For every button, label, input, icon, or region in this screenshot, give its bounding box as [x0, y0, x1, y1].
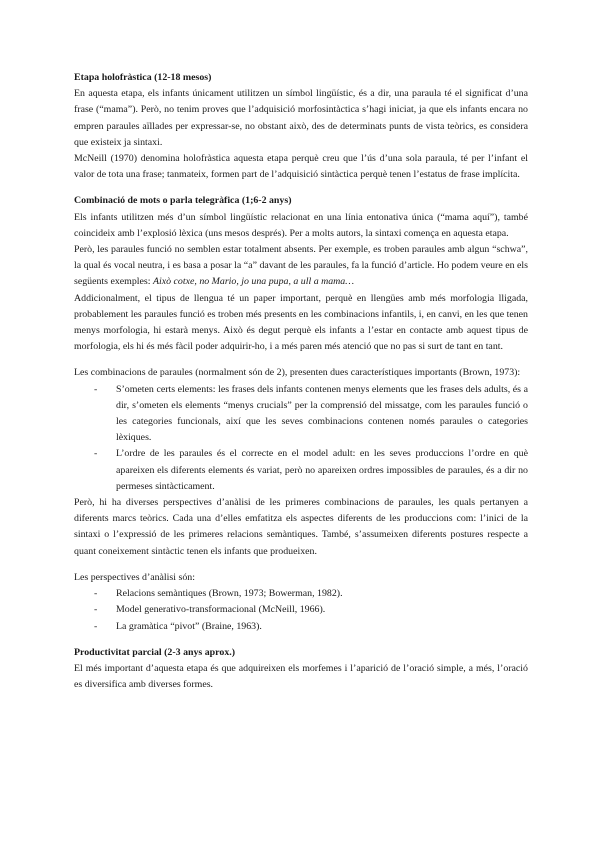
dash-bullet: - — [94, 383, 98, 395]
paragraph-with-examples — [74, 242, 528, 291]
list-item-text: Relacions semàntiques (Brown, 1973; Bowerman, 1982). — [116, 588, 343, 600]
section-heading-telegraphic: Combinació de mots o parla telegràfica (1;6-2 anys) — [74, 195, 292, 207]
characteristics-list — [74, 382, 528, 495]
dash-bullet: - — [94, 620, 98, 632]
list-item-text: La gramàtica “pivot” (Braine, 1963). — [116, 620, 262, 632]
paragraph: Les combinacions de paraules (normalment són de 2), presenten dues característiques importants (Brown, 1973): — [74, 367, 521, 379]
paragraph: Addicionalment, el tipus de llengua té un paper important, perquè en llengües amb més morfologia lligada, probablement les paraules funció es troben més presents en les combinacions infantils, i, en canvi, en les que tenen menys morfologia, hi estarà menys. Això és degut perquè els infants a l’estar en contacte amb aquest tipus de morfologia, els hi és més fàcil poder adquirir-ho, i a més paren més atenció que no pas si surt de tant en tant. — [74, 292, 528, 353]
paragraph: Les perspectives d’anàlisi són: — [74, 571, 195, 583]
paragraph: En aquesta etapa, els infants únicament utilitzen un símbol lingüístic, és a dir, una paraula té el significat d’una frase (“mama”). Però, no tenim proves que l’adquisició morfosintàctica s’hagi iniciat, ja que els infants encara no empren paraules aïllades per expressar-se, no obstant això, des de determinats punts de vista teòrics, es considera que existeix ja sintaxi. — [74, 88, 528, 148]
list-item — [94, 382, 528, 447]
perspectives-list — [74, 586, 528, 635]
dash-bullet: - — [94, 448, 98, 460]
dash-bullet: - — [94, 604, 98, 616]
examples-text: Això cotxe, no Mario, jo una pupa, a ull a mama… — [152, 276, 355, 288]
section-heading-holophrastic: Etapa holofràstica (12-18 mesos) — [74, 72, 212, 83]
list-item-text: Model generativo-transformacional (McNeill, 1966). — [116, 604, 326, 616]
paragraph-text: Però, les paraules funció no semblen estar totalment absents. Per exemple, es troben paraules amb algun “schwa”, la qual és vocal neutra, i es basa a posar la “a” davant de les paraules, fa la funció d’article. Ho podem veure en els següents exemples: — [74, 244, 528, 288]
list-item — [94, 586, 528, 602]
paragraph: Els infants utilitzen més d’un símbol lingüístic relacionat en una línia entonativa única (“mama aquí”), també coincideix amb l’explosió lèxica (uns mesos després). Per a molts autors, la sintaxi comença en aquesta etapa. — [74, 211, 528, 239]
paragraph: Però, hi ha diverses perspectives d’anàlisi de les primeres combinacions de paraules, les quals pertanyen a diferents marcs teòrics. Cada una d’elles emfatitza els aspectes diferents de les produccions com: l’inici de la sintaxi o l’expressió de les primeres relacions semàntiques. També, s’assumeixen diferents postures respecte a quant coneixement sintàctic tenen els infants que produeixen. — [74, 497, 528, 557]
document-body — [74, 70, 528, 693]
paragraph: El més important d’aquesta etapa és que adquireixen els morfemes i l’aparició de l’oració simple, a més, l’oració es diversifica amb diverses formes. — [74, 662, 528, 691]
section-heading-partial-productivity: Productivitat parcial (2-3 anys aprox.) — [74, 646, 236, 658]
list-item-text: S’ometen certs elements: les frases dels infants contenen menys elements que les frases dels adults, és a dir, s’ometen els elements “menys crucials” per la comprensió del missatge, com les paraules funció o les categories funcionals, així que les seves combinacions contenen només paraules o categories lèxiques. — [116, 383, 528, 444]
dash-bullet: - — [94, 588, 98, 600]
paragraph: McNeill (1970) denomina holofràstica aquesta etapa perquè creu que l’ús d’una sola paraula, té per l’infant el valor de tota una frase; tanmateix, formen part de l’adquisició sintàctica perquè tenen l’estatus de frase implícita. — [74, 153, 528, 181]
list-item — [94, 602, 528, 618]
list-item-text: L’ordre de les paraules és el correcte en el model adult: en les seves produccions l’ordre en què apareixen els diferents elements és variat, però no apareixen ordres impossibles de paraules, és a dir no permeses sintàcticament. — [116, 448, 528, 492]
list-item — [94, 446, 528, 495]
list-item — [94, 619, 528, 635]
